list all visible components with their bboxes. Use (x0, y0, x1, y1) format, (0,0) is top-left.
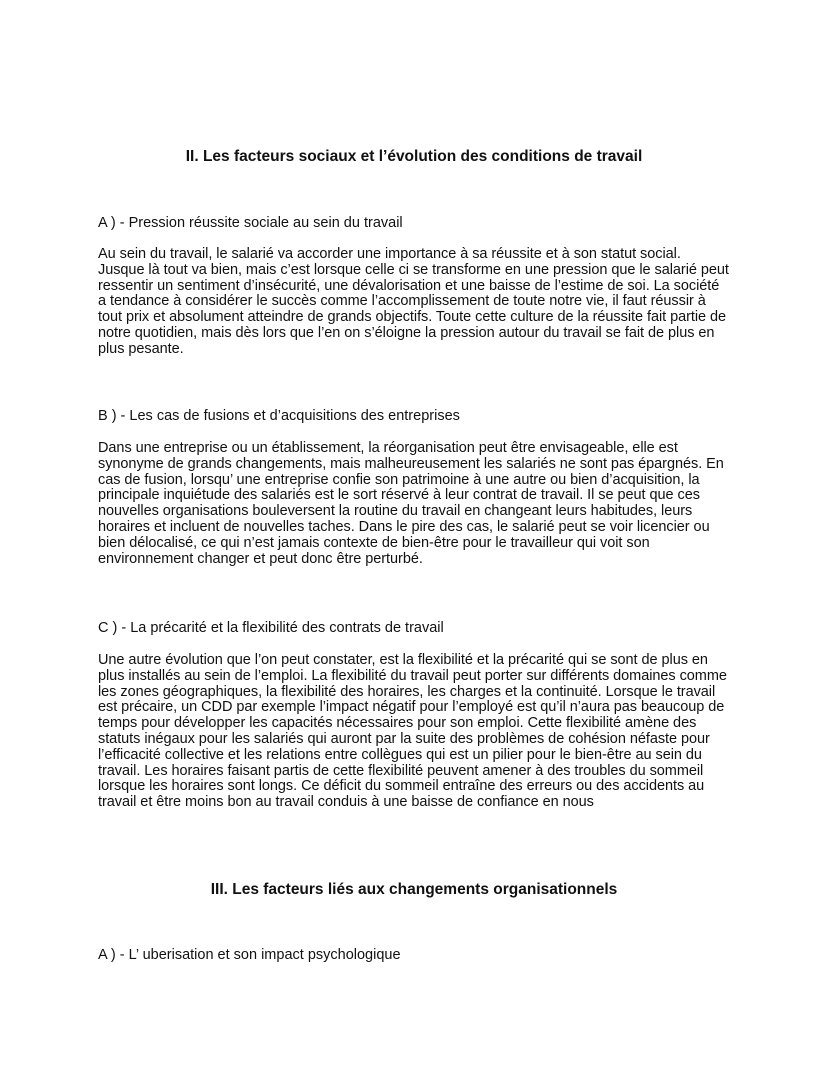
section-2a-paragraph: Au sein du travail, le salarié va accorder une importance à sa réussite et à son statut social. Jusque là tout va bien, mais c’est lorsque celle ci se transforme en une pression que le salarié peut ressentir un sentiment d’insécurité, une dévalorisation et une baisse de l’estime de soi. La société a tendance à considérer le succès comme l’accomplissement de toute notre vie, il faut réussir à tout prix et absolument atteindre de grands objectifs. Toute cette culture de la réussite fait partie de notre quotidien, mais dès lors que l’en on s’éloigne la pression autour du travail se fait de plus en plus pesante. (98, 246, 729, 357)
section-2b-paragraph: Dans une entreprise ou un établissement, la réorganisation peut être envisageable, elle est synonyme de grands changements, mais malheureusement les salariés ne sont pas épargnés. En cas de fusion, lorsqu’ une entreprise confie son patrimoine à une autre ou bien d’acquisition, la principale inquiétude des salariés est le sort réservé à leur contrat de travail. Il se peut que ces nouvelles organisations bouleversent la routine du travail en changeant leurs habitudes, leurs horaires et incluent de nouvelles taches. Dans le pire des cas, le salarié peut se voir licencier ou bien délocalisé, ce qui n’est jamais contexte de bien-être pour le travailleur qui voit son environnement changer et peut donc être perturbé. (98, 440, 724, 567)
section-2c-heading: C ) - La précarité et la flexibilité des contrats de travail (98, 620, 444, 636)
section-2c-paragraph: Une autre évolution que l’on peut constater, est la flexibilité et la précarité qui se sont de plus en plus installés au sein de l’emploi. La flexibilité du travail peut porter sur différents domaines comme les zones géographiques, la flexibilité des horaires, les charges et la continuité. Lorsque le travail est précaire, un CDD par exemple l’impact négatif pour l’employé est qu’il n’aura pas beaucoup de temps pour développer les capacités nécessaires pour son emploi. Cette flexibilité amène des statuts inégaux pour les salariés qui auront par la suite des problèmes de cohésion néfaste pour l’efficacité collective et les relations entre collègues qui est un pilier pour le bien-être au sein du travail. Les horaires faisant partis de cette flexibilité peuvent amener à des troubles du sommeil lorsque les horaires sont longs. Ce déficit du sommeil entraîne des erreurs ou des accidents au travail et être moins bon au travail conduis à une baisse de confiance en nous (98, 652, 727, 811)
section-2a-heading: A ) - Pression réussite sociale au sein du travail (98, 215, 403, 231)
section-2-title: II. Les facteurs sociaux et l’évolution des conditions de travail (185, 148, 643, 165)
section-2b-heading: B ) - Les cas de fusions et d’acquisitions des entreprises (98, 408, 460, 424)
section-3a-heading: A ) - L’ uberisation et son impact psychologique (98, 947, 401, 963)
section-3-title: III. Les facteurs liés aux changements organisationnels (210, 881, 618, 898)
